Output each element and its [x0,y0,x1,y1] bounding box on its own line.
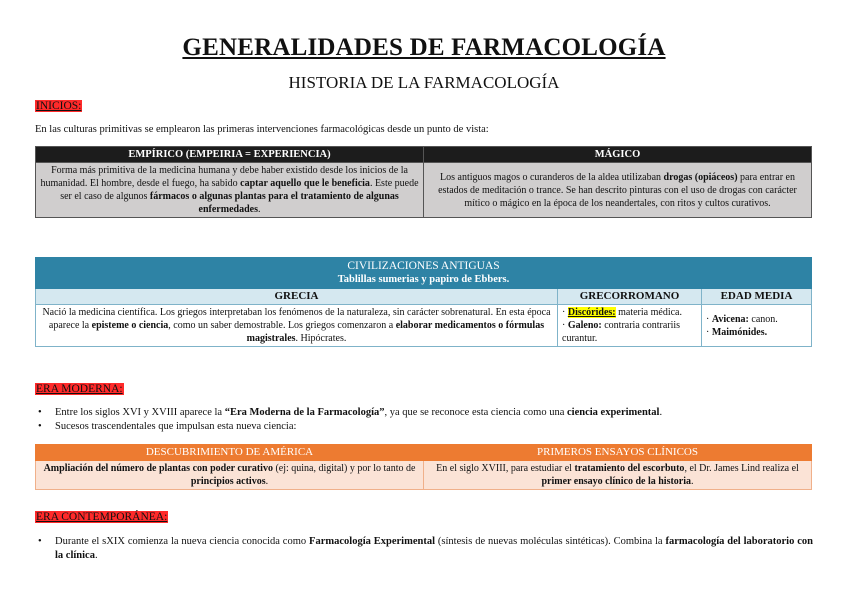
civilizaciones-subtitle: Tablillas sumerias y papiro de Ebbers. [337,274,510,285]
magico-cell: Los antiguos magos o curanderos de la aldea utilizaban drogas (opiáceos) para entrar en estados de meditación o trance. Se han descrito pinturas con el uso de drogas con carácter mítico o mágico en la época de los neandertales, con ritos y cultos curativos. [424,163,812,218]
civilizaciones-title: CIVILIZACIONES ANTIGUAS [347,260,500,272]
list-item: • Entre los siglos XVI y XVIII aparece la “Era Moderna de la Farmacología”, ya que se reconoce esta ciencia como una ciencia experimental. [38,406,813,420]
inicios-table [35,146,812,218]
descubrimiento-america-header: DESCUBRIMIENTO DE AMÉRICA [36,445,424,461]
grecorromano-cell [558,305,702,347]
moderna-table [35,444,812,490]
list-item: • Durante el sXIX comienza la nueva ciencia conocida como Farmacología Experimental (síntesis de nuevas moléculas sintéticas). Combina la farmacología del laboratorio con la clínica. [38,535,813,563]
descubrimiento-america-cell: Ampliación del número de plantas con poder curativo (ej: quina, digital) y por lo tanto de principios activos. [36,461,424,490]
civilizaciones-title-cell [36,258,812,289]
list-item: · Galeno: contraria contrariis curantur. [562,320,681,344]
inicios-intro: En las culturas primitivas se emplearon las primeras intervenciones farmacológicas desde un punto de vista: [35,124,489,135]
edad-media-header: EDAD MEDIA [702,289,812,305]
contemporanea-bullets [38,535,813,563]
magico-header: MÁGICO [424,147,812,163]
grecia-cell: Nació la medicina científica. Los griegos interpretaban los fenómenos de la naturaleza, sin carácter sobrenatural. En esta época aparece la episteme o ciencia, como un saber demostrable. Los griegos comenzaron a elaborar medicamentos o fórmulas magistrales. Hipócrates. [36,305,558,347]
page-subtitle: HISTORIA DE LA FARMACOLOGÍA [288,73,560,92]
page-title: GENERALIDADES DE FARMACOLOGÍA [182,34,666,61]
section-heading-inicios: INICIOS: [36,100,82,112]
section-heading-era-moderna: ERA MODERNA: [36,383,123,395]
ensayos-clinicos-cell: En el siglo XVIII, para estudiar el tratamiento del escorbuto, el Dr. James Lind realiza el primer ensayo clínico de la historia. [424,461,812,490]
list-item: · Discórides: materia médica. [562,307,682,318]
grecia-header: GRECIA [36,289,558,305]
list-item: · Maimónides. [706,326,768,338]
empirico-cell: Forma más primitiva de la medicina humana y debe haber existido desde los inicios de la humanidad. El hombre, desde el fuego, ha sabido captar aquello que le beneficia. Este puede ser el caso de algunos fármacos o algunas plantas para el tratamiento de algunas enfermedades. [36,163,424,218]
civilizaciones-table [35,257,812,347]
list-item: • Sucesos trascendentales que impulsan esta nueva ciencia: [38,420,813,434]
ensayos-clinicos-header: PRIMEROS ENSAYOS CLÍNICOS [424,445,812,461]
edad-media-cell [702,305,812,347]
empirico-header: EMPÍRICO (EMPEIRIA = EXPERIENCIA) [36,147,424,163]
moderna-bullets [38,406,813,434]
list-item: · Avicena: canon. [706,313,778,325]
section-heading-era-contemporanea: ERA CONTEMPORÁNEA: [36,511,168,523]
grecorromano-header: GRECORROMANO [558,289,702,305]
